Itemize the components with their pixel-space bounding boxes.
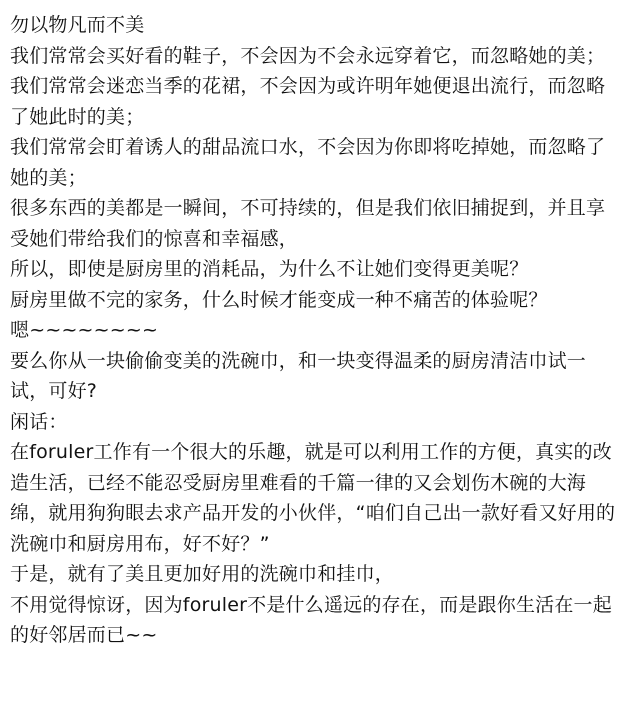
paragraph-moment: 很多东西的美都是一瞬间，不可持续的，但是我们依旧捕捉到，并且享受她们带给我们的惊喜和幸福感， <box>10 197 606 250</box>
paragraph-neighbor: 不用觉得惊讶，因为foruler不是什么遥远的存在，而是跟你生活在一起的好邻居而已~~ <box>10 593 612 646</box>
paragraph-housework: 厨房里做不完的家务，什么时候才能变成一种不痛苦的体验呢？ <box>10 288 548 311</box>
paragraph-result: 于是，就有了美且更加好用的洗碗巾和挂巾， <box>10 563 395 585</box>
paragraph-dress: 我们常常会迷恋当季的花裙，不会因为或许明年她便退出流行，而忽略了她此时的美； <box>10 75 606 128</box>
paragraph-dessert: 我们常常会盯着诱人的甜品流口水，不会因为你即将吃掉她，而忽略了她的美； <box>10 136 606 189</box>
article-body <box>10 10 616 651</box>
article-title: 勿以物凡而不美 <box>10 14 145 36</box>
paragraph-interjection: 嗯~~~~~~~~ <box>10 319 159 341</box>
paragraph-shoes: 我们常常会买好看的鞋子，不会因为不会永远穿着它，而忽略她的美； <box>10 44 606 67</box>
paragraph-aside-heading: 闲话： <box>10 410 68 433</box>
paragraph-foruler-story: 在foruler工作有一个很大的乐趣，就是可以利用工作的方便，真实的改造生活，已经不能忍受厨房里难看的千篇一律的又会划伤木碗的大海绵，就用狗狗眼去求产品开发的小伙伴，“咱们自己出一款好看又好用的洗碗巾和厨房用布，好不好？” <box>10 441 616 555</box>
paragraph-kitchen-consumables: 所以，即使是厨房里的消耗品，为什么不让她们变得更美呢？ <box>10 258 529 280</box>
paragraph-try-it: 要么你从一块偷偷变美的洗碗巾，和一块变得温柔的厨房清洁巾试一试，可好? <box>10 349 587 402</box>
